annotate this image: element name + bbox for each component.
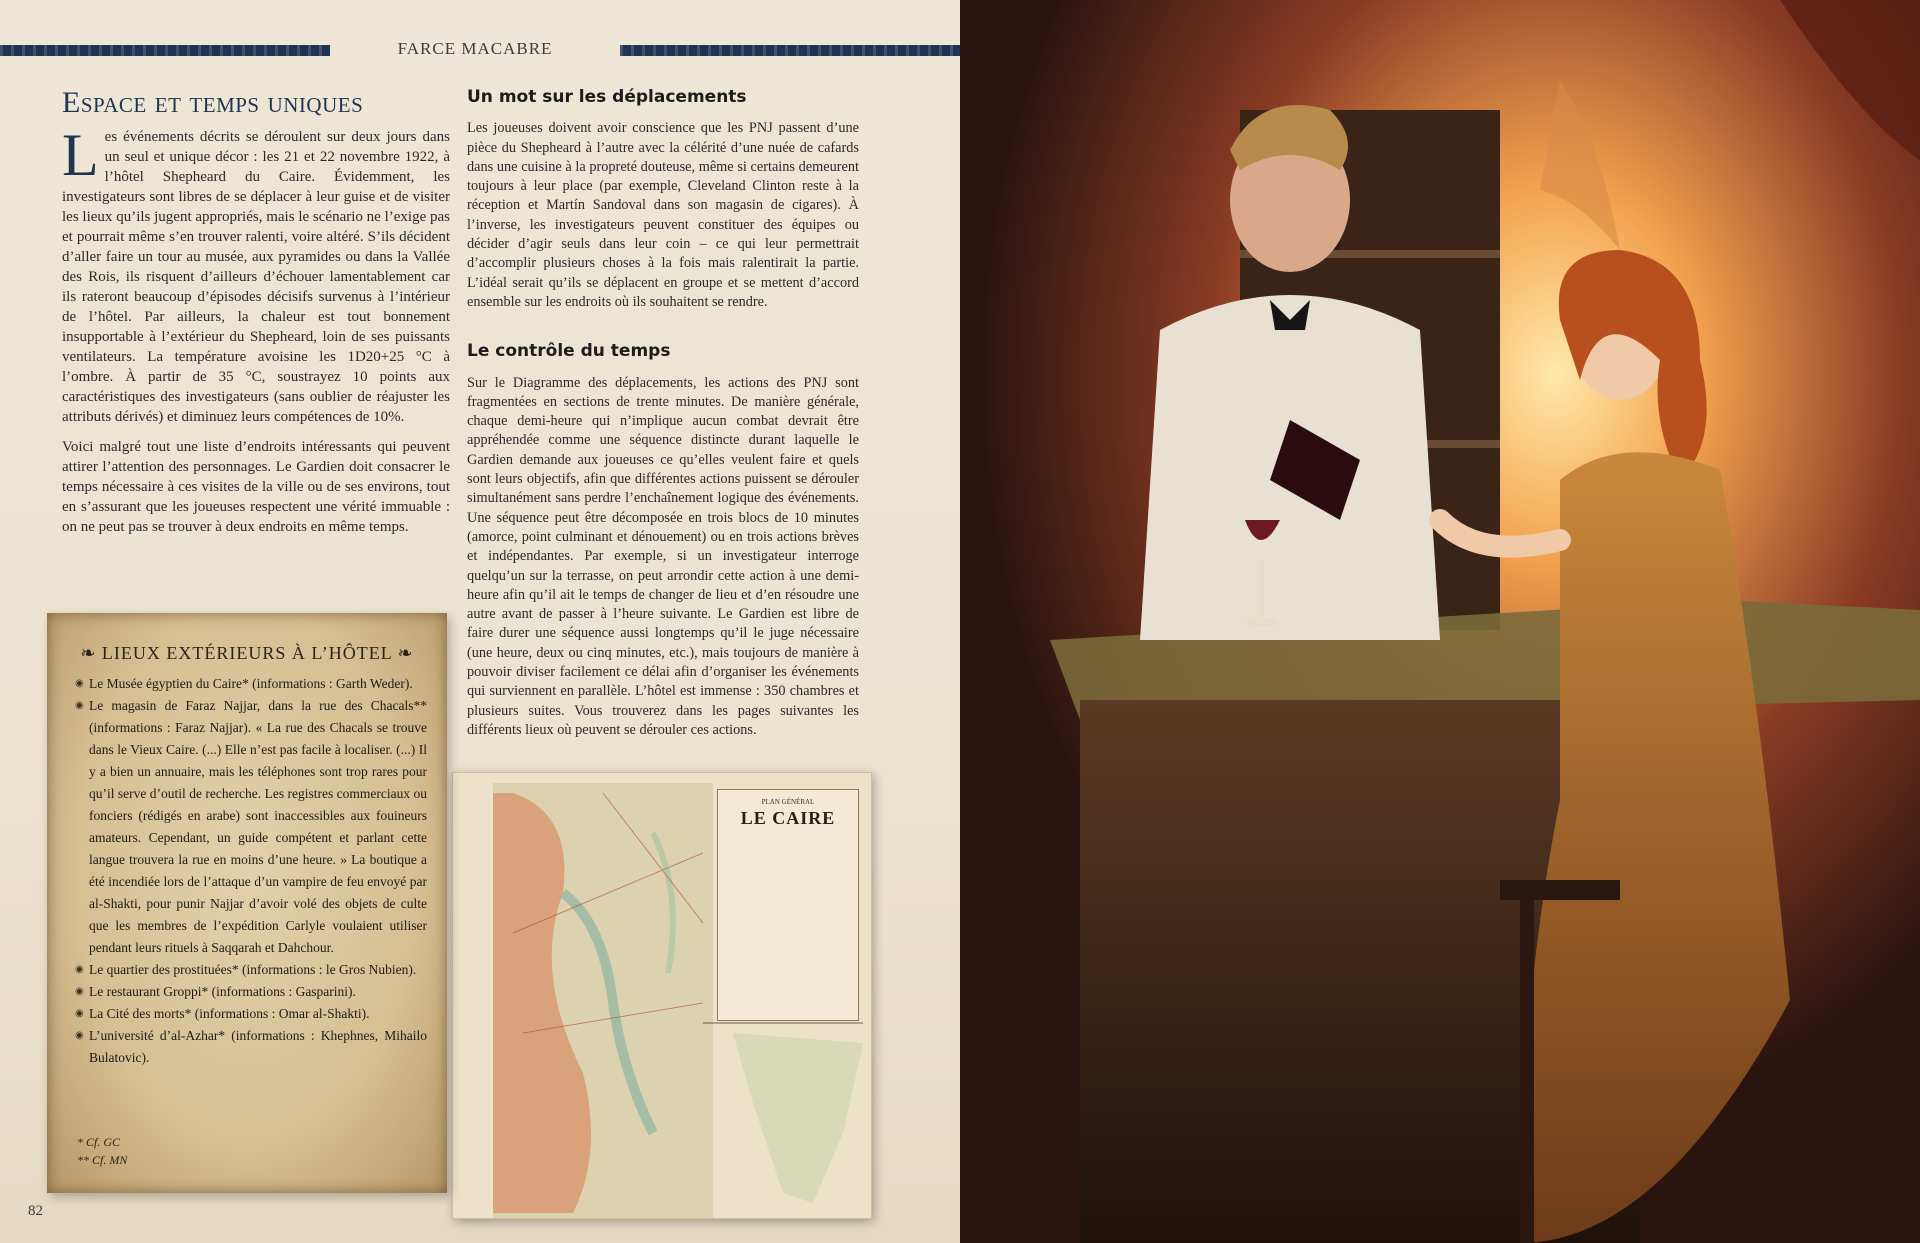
running-head: FARCE MACABRE [397, 39, 553, 58]
drop-cap: L [62, 122, 99, 188]
intro-text: es événements décrits se déroulent sur deux jours dans un seul et unique décor : les 21 et 22 novembre 1922, à l’hôtel Shepheard du Caire. Évidemment, les investigateurs sont libres de se déplacer à leur guise et de visiter les lieux qu’ils jugent appropriés, mais le scénario ne l’exige pas et pourrait même s’en trouver ralenti, voire altéré. S’ils décident d’aller faire un tour au musée, aux pyramides ou dans la Vallée des Rois, ils risquent d’ailleurs d’échouer lamentablement car ils rateront beaucoup d’épisodes décisifs survenus à l’intérieur de l’hôtel. Par ailleurs, la chaleur est tout bonnement insupportable à l’extérieur du Shepheard, loin de ses puissants ventilateurs. La température avoisine les 1D20+25 °C à l’ombre. À partir de 35 °C, soustrayez 10 points aux caractéristiques des investigateurs (sans oublier de réajuster les attributs dérivés) et diminuez leurs compétences de 10%. [62, 129, 450, 425]
section-title: Espace et temps uniques [62, 86, 364, 119]
header-rule-left [0, 45, 330, 56]
map-title: LE CAIRE [740, 808, 836, 828]
column-left [62, 122, 450, 547]
list-item: ◉ Le Musée égyptien du Caire* (informations : Garth Weder). [75, 673, 427, 695]
header-rule-right [620, 45, 960, 56]
list-item: ◉ Le restaurant Groppi* (informations : Gasparini). [75, 981, 427, 1003]
list-item: ◉ L’université d’al-Azhar* (informations : Khephnes, Mihailo Bulatovic). [75, 1025, 427, 1069]
footnotes [77, 1133, 127, 1169]
list-item: ◉ Le quartier des prostituées* (informations : le Gros Nubien). [75, 959, 427, 981]
second-paragraph: Voici malgré tout une liste d’endroits intéressants qui peuvent attirer l’attention des personnages. Le Gardien doit consacrer le temps nécessaire à ces visites de la ville ou de ses environs, tout en s’assurant que les joueuses respectent une vérité immuable : on ne peut pas se trouver à deux endroits en même temps. [62, 439, 450, 535]
mot-heading: Un mot sur les déplacements [467, 87, 747, 107]
list-item: ◉ La Cité des morts* (informations : Omar al-Shakti). [75, 1003, 427, 1025]
intro-paragraph [62, 122, 450, 427]
map-subtitle: PLAN GÉNÉRAL [761, 798, 815, 806]
mot-paragraph: Les joueuses doivent avoir conscience que les PNJ passent d’une pièce du Shepheard à l’autre avec la célérité d’une nuée de cafards dans une cuisine à la propreté douteuse, même si certains demeurent toujours à leur place (par exemple, Cleveland Clinton reste à la réception et Martín Sandoval dans son magasin de cigares). À l’inverse, les investigateurs peuvent constituer des équipes ou décider d’agir seuls dans leur coin – ce qui leur permettrait d’accomplir plusieurs choses à la fois mais ralentirait la partie. L’idéal serait qu’ils se déplacent en groupe et se mettent d’accord ensemble sur les endroits où ils souhaitent se rendre. [467, 120, 859, 310]
bar-scene-illustration [960, 0, 1920, 1243]
footnote: ** Cf. MN [77, 1153, 128, 1167]
cairo-map [452, 772, 872, 1219]
page-number: 82 [28, 1203, 43, 1219]
box-title: ❧ LIEUX EXTÉRIEURS À L’HÔTEL ❧ [80, 643, 414, 663]
footnote: * Cf. GC [77, 1135, 121, 1149]
controle-paragraph: Sur le Diagramme des déplacements, les actions des PNJ sont fragmentées en sections de trente minutes. De manière générale, chaque demi-heure qui n’implique aucun combat devrait être appréhendée comme une séquence distincte durant laquelle le Gardien demande aux joueuses ce qu’elles veulent faire et quels sont leurs objectifs, afin que différentes actions puissent se dérouler simultanément sans perdre l’enchaînement logique des événements. Une séquence peut être décomposée en trois blocs de 10 minutes (amorce, point culminant et dénouement) ou en trois actions brèves et indépendantes. Par exemple, si un investigateur interroge quelqu’un sur la terrasse, on peut arrondir cette action à une demi-heure afin qu’il ait le temps de changer de lieu et d’en résoudre une autre avant de passer à l’heure suivante. Le Gardien est libre de faire durer une séquence aussi longtemps qu’il le juge nécessaire (une heure, deux ou cinq minutes, etc.), mais toujours de manière à pouvoir diviser facilement ce délai afin d’organiser les événements qui surviennent en parallèle. L’hôtel est immense : 350 chambres et plusieurs suites. Vous trouverez dans les pages suivantes les différents lieux où peuvent se dérouler ces actions. [467, 374, 859, 738]
column-right [467, 88, 859, 770]
list-item: ◉ Le magasin de Faraz Najjar, dans la rue des Chacals** (informations : Faraz Najjar). « La rue des Chacals se trouve dans le Vieux Caire. (...) Elle n’est pas facile à localiser. (...) Il y a bien un annuaire, mais les téléphones sont trop rares pour qu’il serve d’outil de recherche. Les registres commerciaux ou fonciers (rédigés en arabe) sont inaccessibles aux fouineurs amateurs. Cependant, un guide compétent et parlant cette langue trouvera la rue en moins d’une heure. » La boutique a été incendiée lors de l’attaque d’un vampire de feu envoyé par al-Shakti, pour punir Najjar d’avoir volé des objets de culte que les membres de l’expédition Carlyle voulaient utiliser pendant leurs rituels à Saqqarah et Dahchour. [75, 695, 427, 959]
map-legend [717, 789, 859, 1021]
illustration-page [960, 0, 1920, 1243]
controle-heading: Le contrôle du temps [467, 341, 671, 362]
location-list [75, 673, 427, 1069]
sidebar-box [47, 613, 447, 1193]
